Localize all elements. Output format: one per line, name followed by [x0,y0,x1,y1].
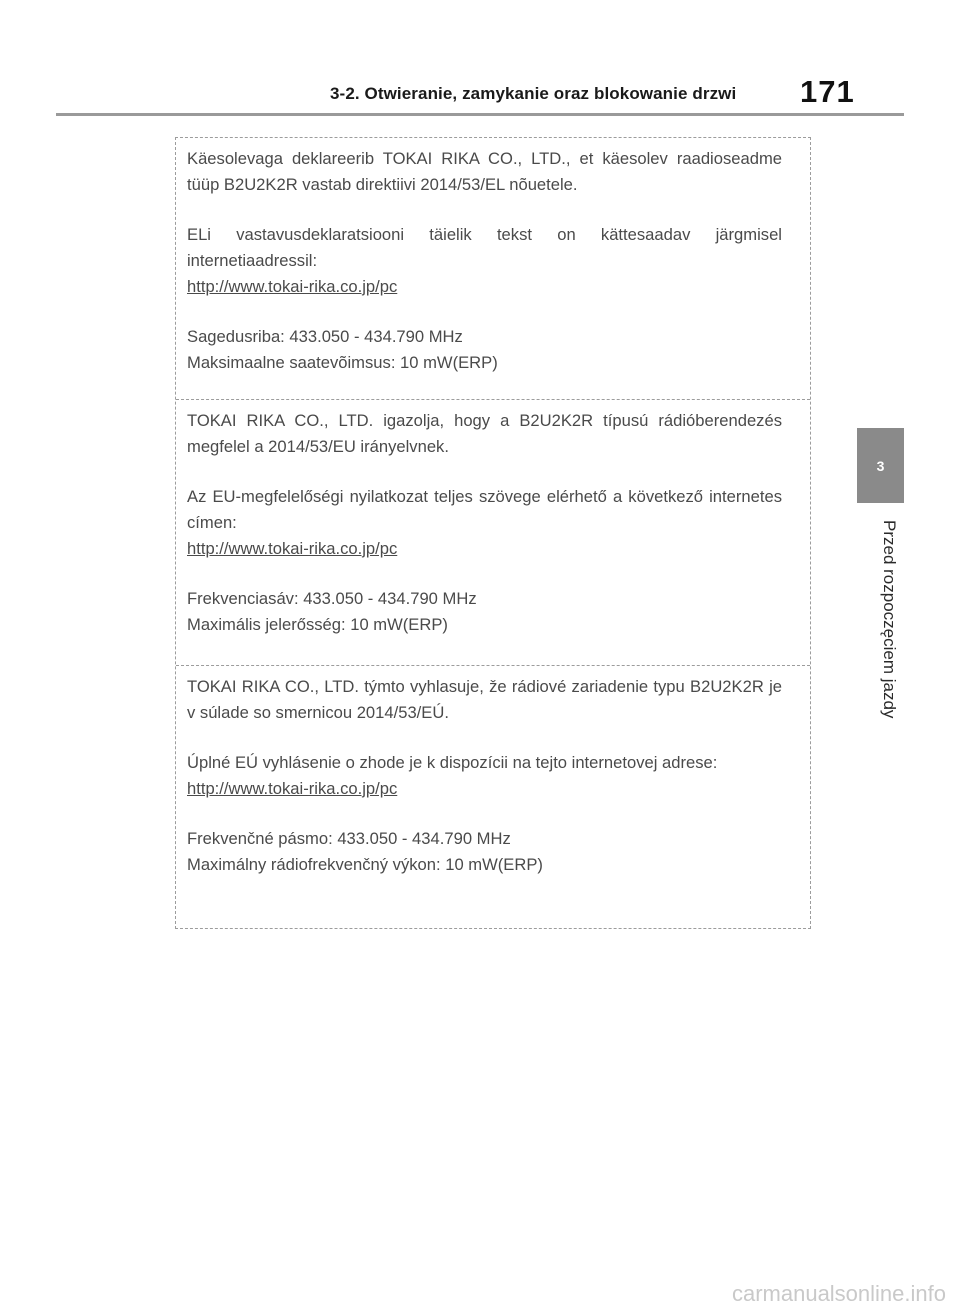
declaration-url-link[interactable]: http://www.tokai-rika.co.jp/pc [187,779,398,798]
availability-sentence: Úplné EÚ vyhlásenie o zhode je k dispozícii na tejto internetovej adrese: [187,753,718,772]
notice-estonian [176,138,810,399]
availability-text [187,484,782,562]
availability-sentence: ELi vastavusdeklaratsiooni täielik tekst on kättesaadav järgmisel internetiaadressil: [187,225,782,270]
spec-text [187,586,782,638]
chapter-number: 3 [876,457,885,474]
availability-text [187,750,782,802]
max-power: Maksimaalne saatevõimsus: 10 mW(ERP) [187,353,498,372]
chapter-label: Przed rozpoczęciem jazdy [880,520,899,719]
watermark: carmanualsonline.info [731,1281,946,1306]
section-title: 3-2. Otwieranie, zamykanie oraz blokowanie drzwi [330,84,737,103]
declaration-url-link[interactable]: http://www.tokai-rika.co.jp/pc [187,277,398,296]
notice-hungarian [176,399,810,665]
max-power: Maximálny rádiofrekvenčný výkon: 10 mW(ERP) [187,855,543,874]
frequency-band: Sagedusriba: 433.050 - 434.790 MHz [187,327,463,346]
availability-text [187,222,782,300]
header-divider [56,113,904,116]
declaration-text: TOKAI RIKA CO., LTD. igazolja, hogy a B2U2K2R típusú rádióberendezés megfelel a 2014/53/EU irányelvnek. [187,411,782,456]
declaration-text: Käesolevaga deklareerib TOKAI RIKA CO., LTD., et käesolev raadioseadme tüüp B2U2K2R vastab direktiivi 2014/53/EL nõuetele. [187,149,782,194]
chapter-tab[interactable] [857,428,904,503]
page-header [0,0,960,120]
declaration-text: TOKAI RIKA CO., LTD. týmto vyhlasuje, že rádiové zariadenie typu B2U2K2R je v súlade so smernicou 2014/53/EÚ. [187,677,782,722]
conformity-notice-box [175,137,811,929]
frequency-band: Frekvenčné pásmo: 433.050 - 434.790 MHz [187,829,511,848]
spec-text [187,826,782,878]
spec-text [187,324,782,376]
availability-sentence: Az EU-megfelelőségi nyilatkozat teljes szövege elérhető a következő internetes címen: [187,487,782,532]
frequency-band: Frekvenciasáv: 433.050 - 434.790 MHz [187,589,477,608]
page-number: 171 [800,74,855,109]
notice-slovak [176,665,810,930]
declaration-url-link[interactable]: http://www.tokai-rika.co.jp/pc [187,539,398,558]
max-power: Maximális jelerősség: 10 mW(ERP) [187,615,448,634]
